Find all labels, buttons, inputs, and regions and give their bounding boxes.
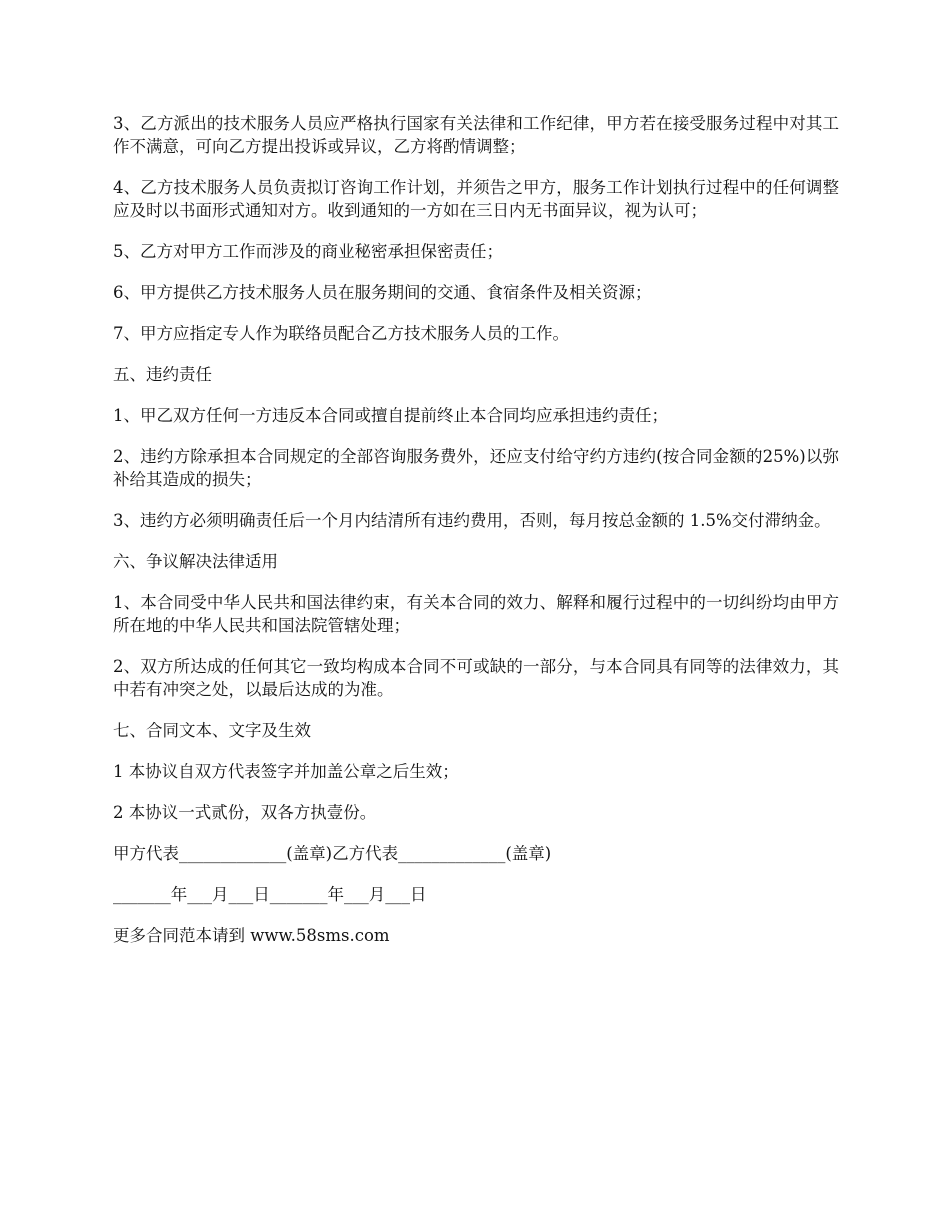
date-line: _______年___月___日_______年___月___日 [113, 885, 427, 904]
clause-4-work-plan: 4、乙方技术服务人员负责拟订咨询工作计划，并须告之甲方，服务工作计划执行过程中的任何调整应及时以书面形式通知对方。收到通知的一方如在三日内无书面异议，视为认可； [113, 178, 839, 220]
section-heading-breach: 五、违约责任 [113, 365, 212, 384]
clause-6-accommodation: 6、甲方提供乙方技术服务人员在服务期间的交通、食宿条件及相关资源； [113, 283, 652, 302]
clause-3-service-discipline: 3、乙方派出的技术服务人员应严格执行国家有关法律和工作纪律，甲方若在接受服务过程中对其工作不满意，可向乙方提出投诉或异议，乙方将酌情调整； [113, 114, 839, 156]
footer-note: 更多合同范本请到 www.58sms.com [113, 926, 390, 945]
clause-5-confidentiality: 5、乙方对甲方工作而涉及的商业秘密承担保密责任； [113, 242, 503, 261]
section-heading-effect: 七、合同文本、文字及生效 [113, 721, 311, 740]
effect-clause-2: 2 本协议一式贰份，双各方执壹份。 [113, 803, 377, 822]
dispute-clause-2: 2、双方所达成的任何其它一致均构成本合同不可或缺的一部分，与本合同具有同等的法律效力，其中若有冲突之处，以最后达成的为准。 [113, 657, 839, 699]
signature-line: 甲方代表_____________(盖章)乙方代表_____________(盖章) [113, 844, 552, 863]
clause-7-liaison: 7、甲方应指定专人作为联络员配合乙方技术服务人员的工作。 [113, 324, 569, 343]
breach-clause-1: 1、甲乙双方任何一方违反本合同或擅自提前终止本合同均应承担违约责任； [113, 406, 668, 425]
breach-clause-2: 2、违约方除承担本合同规定的全部咨询服务费外，还应支付给守约方违约(按合同金额的25%)以弥补给其造成的损失； [113, 447, 839, 489]
breach-clause-3: 3、违约方必须明确责任后一个月内结清所有违约费用，否则，每月按总金额的 1.5%交付滞纳金。 [113, 511, 831, 530]
document-page [113, 112, 839, 965]
dispute-clause-1: 1、本合同受中华人民共和国法律约束，有关本合同的效力、解释和履行过程中的一切纠纷均由甲方所在地的中华人民共和国法院管辖处理； [113, 593, 839, 635]
effect-clause-1: 1 本协议自双方代表签字并加盖公章之后生效； [113, 762, 459, 781]
section-heading-dispute: 六、争议解决法律适用 [113, 552, 278, 571]
